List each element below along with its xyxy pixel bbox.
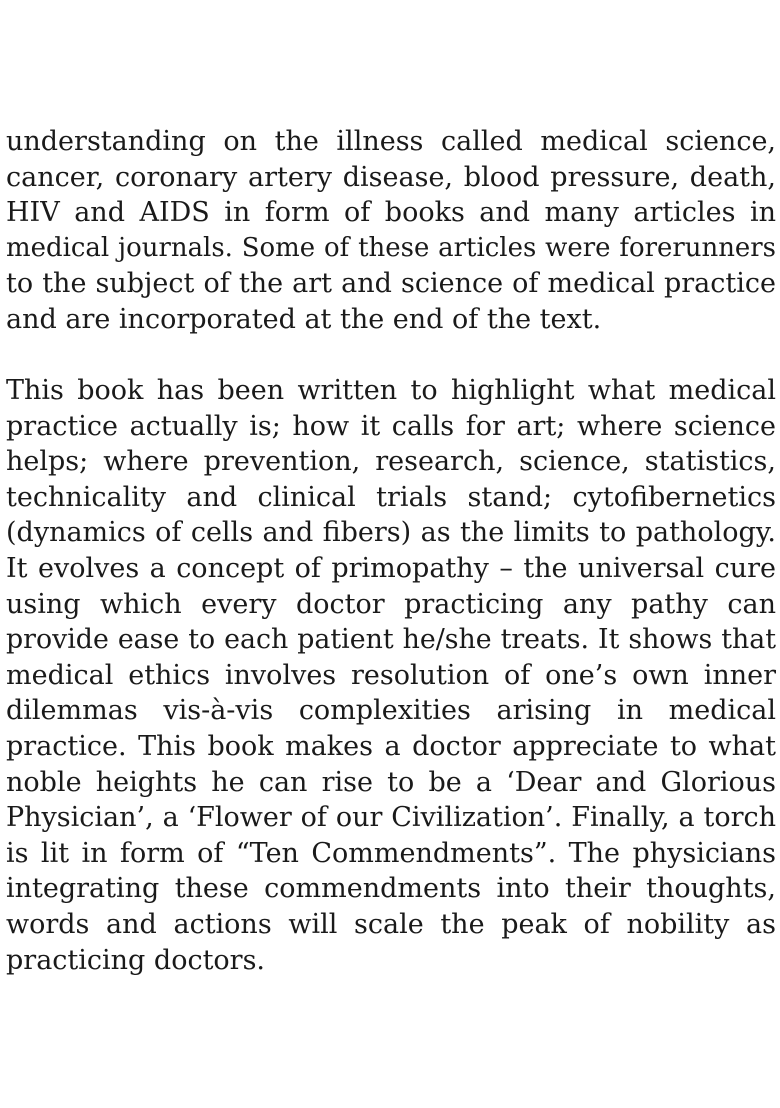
text-line: provide ease to each patient he/she treats. It shows that bbox=[6, 624, 776, 656]
text-line: Physician’, a ‘Flower of our Civilization’. Finally, a torch bbox=[6, 802, 776, 834]
text-line: cancer, coronary artery disease, blood pressure, death, bbox=[6, 161, 776, 193]
text-line: and are incorporated at the end of the text. bbox=[6, 303, 602, 335]
text-line: integrating these commendments into their thoughts, bbox=[6, 873, 776, 905]
text-line: HIV and AIDS in form of books and many articles in bbox=[6, 197, 776, 229]
text-line: medical journals. Some of these articles were forerunners bbox=[6, 232, 776, 263]
text-line: noble heights he can rise to be a ‘Dear and Glorious bbox=[6, 766, 776, 798]
text-line: medical ethics involves resolution of one’s own inner bbox=[6, 659, 776, 691]
text-line: to the subject of the art and science of medical practice bbox=[6, 268, 776, 300]
text-line: practice. This book makes a doctor appreciate to what bbox=[6, 730, 776, 762]
text-line: practicing doctors. bbox=[6, 944, 266, 976]
text-line: technicality and clinical trials stand; cytofibernetics bbox=[6, 481, 776, 513]
text-line: helps; where prevention, research, science, statistics, bbox=[6, 446, 776, 478]
text-line: (dynamics of cells and fibers) as the limits to pathology. bbox=[6, 517, 776, 549]
text-line: is lit in form of “Ten Commendments”. The physicians bbox=[6, 837, 776, 869]
text-line: using which every doctor practicing any pathy can bbox=[6, 588, 776, 620]
paragraph-1 bbox=[6, 124, 776, 338]
text-line: It evolves a concept of primopathy – the universal cure bbox=[6, 552, 776, 584]
text-line: practice actually is; how it calls for art; where science bbox=[6, 410, 776, 442]
text-line: dilemmas vis-à-vis complexities arising in medical bbox=[6, 695, 776, 727]
text-line: words and actions will scale the peak of nobility as bbox=[6, 908, 776, 940]
text-line: understanding on the illness called medical science, bbox=[6, 126, 776, 157]
text-line: This book has been written to highlight what medical bbox=[6, 375, 776, 406]
paragraph-2 bbox=[6, 373, 776, 978]
